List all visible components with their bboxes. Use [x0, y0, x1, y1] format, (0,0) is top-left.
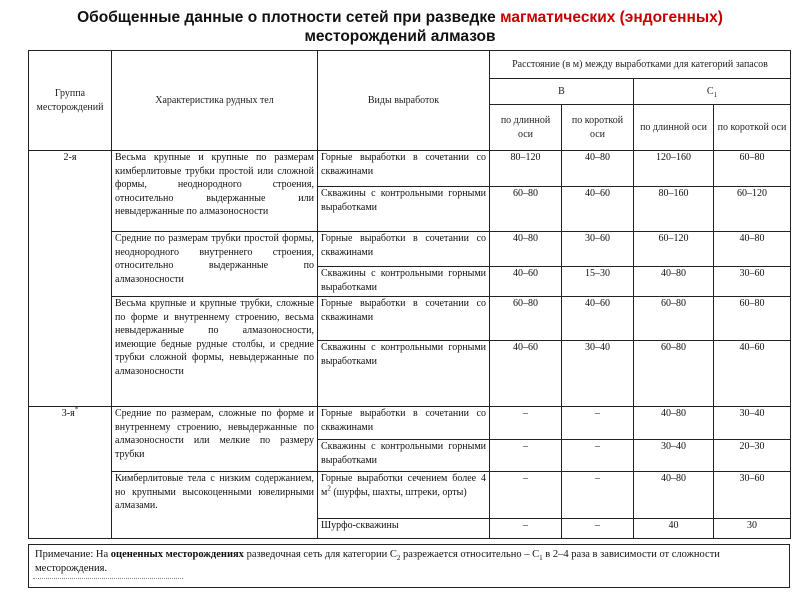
- title-line-2: месторождений алмазов: [304, 28, 496, 45]
- header-c1-letter: С: [706, 85, 714, 97]
- value-cell: 80–160: [634, 187, 714, 232]
- value-cell: 40–80: [490, 232, 562, 267]
- works-cell: [318, 472, 490, 519]
- table-note: [28, 544, 790, 588]
- works-cell: Горные выработки в сочетании со скважинами: [318, 232, 490, 267]
- header-category-c1: [634, 79, 791, 105]
- value-cell: 60–80: [714, 297, 791, 341]
- works-cell: Горные выработки в сочетании со скважинами: [318, 151, 490, 187]
- value-cell: 60–80: [490, 187, 562, 232]
- note-sub-1: 2: [396, 554, 401, 563]
- note-text-3: разрежается относительно – С: [400, 549, 540, 560]
- works-cell: Скважины с контрольными горными выработками: [318, 440, 490, 472]
- note-text-1: На: [93, 549, 111, 560]
- works-cell: Скважины с контрольными горными выработками: [318, 187, 490, 232]
- value-cell: 40–80: [714, 232, 791, 267]
- header-characteristic: Характеристика рудных тел: [112, 51, 318, 151]
- group-cell-3: [29, 407, 112, 539]
- works-cell: Скважины с контрольными горными выработками: [318, 341, 490, 407]
- header-short-axis-c1: по короткой оси: [714, 105, 791, 151]
- title-highlight: магматических (эндогенных): [500, 9, 723, 26]
- header-distance: Расстояние (в м) между выработками для категорий запасов: [490, 51, 791, 79]
- value-cell: –: [490, 407, 562, 440]
- header-long-axis-b: по длинной оси: [490, 105, 562, 151]
- title-line-1: Обобщенные данные о плотности сетей при разведке: [77, 9, 501, 26]
- works-big-suffix: (шурфы, шахты, штреки, орты): [330, 486, 467, 498]
- value-cell: 30–60: [714, 267, 791, 297]
- value-cell: 30–40: [562, 341, 634, 407]
- value-cell: 40–60: [490, 341, 562, 407]
- characteristic-cell: Кимберлитовые тела с низким содержанием, но крупными высокоценными ювелирными алмазами.: [112, 472, 318, 539]
- value-cell: 120–160: [634, 151, 714, 187]
- value-cell: 15–30: [562, 267, 634, 297]
- value-cell: 40–60: [562, 297, 634, 341]
- value-cell: 30: [714, 519, 791, 539]
- value-cell: 60–80: [634, 341, 714, 407]
- value-cell: 40–60: [490, 267, 562, 297]
- header-works: Виды выработок: [318, 51, 490, 151]
- note-text-4: в 2–4 раза в зависимости от сложности месторождения.: [35, 549, 720, 574]
- value-cell: 40–80: [562, 151, 634, 187]
- note-text-2: разведочная сеть для категории С: [243, 549, 397, 560]
- value-cell: 30–60: [562, 232, 634, 267]
- page-title: [0, 8, 800, 46]
- value-cell: –: [562, 472, 634, 519]
- header-group: Группа месторождений: [29, 51, 112, 151]
- value-cell: 60–80: [490, 297, 562, 341]
- characteristic-cell: Весьма крупные и крупные по размерам кимберлитовые трубки простой или сложной формы, неоднородного строения, относительно выдержанные или невыдержанные по алмазоносности: [112, 151, 318, 232]
- characteristic-cell: Средние по размерам, сложные по форме и внутреннему строению, невыдержанные по алмазоносности или мелкие по размеру трубки: [112, 407, 318, 472]
- header-long-axis-c1: по длинной оси: [634, 105, 714, 151]
- value-cell: –: [562, 519, 634, 539]
- works-cell: Горные выработки в сочетании со скважинами: [318, 297, 490, 341]
- value-cell: 20–30: [714, 440, 791, 472]
- value-cell: 60–80: [634, 297, 714, 341]
- value-cell: –: [490, 519, 562, 539]
- value-cell: 40–80: [634, 267, 714, 297]
- note-bold: оцененных месторождениях: [110, 549, 244, 560]
- value-cell: 30–40: [634, 440, 714, 472]
- value-cell: 30–40: [714, 407, 791, 440]
- works-cell: Шурфо-скважины: [318, 519, 490, 539]
- group-3-footnote-mark: *: [74, 405, 79, 414]
- works-cell: Скважины с контрольными горными выработками: [318, 267, 490, 297]
- works-cell: Горные выработки в сочетании со скважинами: [318, 407, 490, 440]
- value-cell: 40–80: [634, 472, 714, 519]
- value-cell: –: [562, 440, 634, 472]
- header-c1-sub: 1: [713, 90, 718, 99]
- value-cell: 60–120: [634, 232, 714, 267]
- density-table: [28, 50, 791, 539]
- value-cell: 80–120: [490, 151, 562, 187]
- characteristic-cell: Средние по размерам трубки простой формы, неоднородного внутреннего строения, относительно выдержанные по алмазоносности: [112, 232, 318, 297]
- works-big-prefix: Горные выработки сечением более 4 м: [321, 473, 486, 498]
- group-3-label: 3-я: [61, 408, 75, 419]
- value-cell: 40–60: [562, 187, 634, 232]
- works-big-sup: 2: [327, 484, 331, 493]
- note-label: Примечание:: [35, 549, 94, 560]
- value-cell: 40–80: [634, 407, 714, 440]
- group-cell-2: 2-я: [29, 151, 112, 407]
- value-cell: 60–80: [714, 151, 791, 187]
- value-cell: 30–60: [714, 472, 791, 519]
- value-cell: 40–60: [714, 341, 791, 407]
- footnote-divider: [33, 578, 183, 579]
- header-category-b: В: [490, 79, 634, 105]
- value-cell: 60–120: [714, 187, 791, 232]
- value-cell: –: [490, 440, 562, 472]
- value-cell: –: [490, 472, 562, 519]
- value-cell: –: [562, 407, 634, 440]
- header-short-axis-b: по короткой оси: [562, 105, 634, 151]
- characteristic-cell: Весьма крупные и крупные трубки, сложные по форме и внутреннему строению, весьма невыдержанные по алмазоносности, имеющие бедные рудные столбы, и средние трубки сложной формы, невыдержанные по алмазоносности: [112, 297, 318, 407]
- note-sub-2: 1: [539, 554, 543, 563]
- value-cell: 40: [634, 519, 714, 539]
